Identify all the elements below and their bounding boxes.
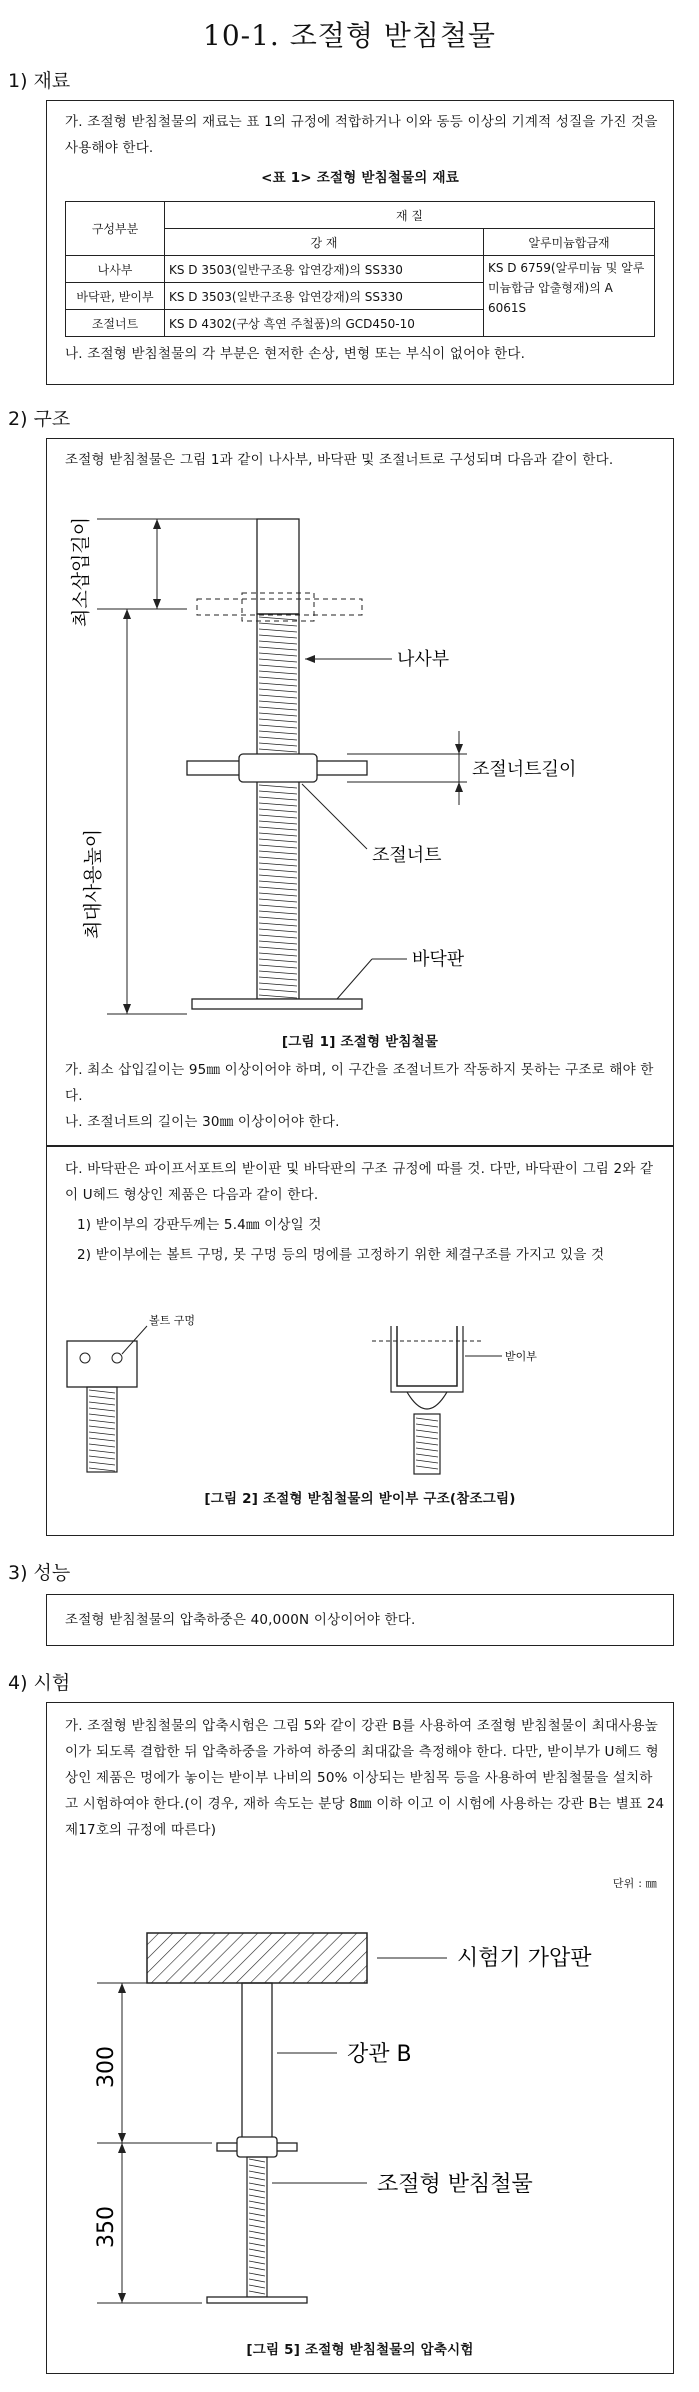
figure-2-caption: [그림 2] 조절형 받침철물의 받이부 구조(참조그림) [204,1491,516,1507]
table-caption: <표 1> 조절형 받침철물의 재료 [261,170,459,186]
structure-sub-1: 1) 받이부의 강판두께는 5.4㎜ 이상일 것 [77,1217,322,1233]
section-heading-structure: 2) 구조 [8,408,71,430]
section-heading-materials: 1) 재료 [8,70,71,92]
table-cell-part: 조절너트 [66,310,165,337]
label-min-insert: 최소삽입길이 [70,516,92,627]
structure-item-ga: 가. 최소 삽입길이는 95㎜ 이상이어야 하며, 이 구간을 조절너트가 작동하지 못하는 구조로 해야 한다. [65,1062,654,1104]
label-thread: 나사부 [397,649,450,670]
table-row [66,256,655,283]
label-base: 바닥판 [412,949,465,970]
figure-5-diagram [47,1903,673,2323]
structure-intro: 조절형 받침철물은 그림 1과 같이 나사부, 바닥판 및 조절너트로 구성되며 다음과 같이 한다. [65,452,614,468]
label-receiver: 받이부 [505,1350,537,1363]
materials-item-na: 나. 조절형 받침철물의 각 부분은 현저한 손상, 변형 또는 부식이 없어야 한다. [65,346,526,362]
table-cell-part: 바닥판, 받이부 [66,283,165,310]
table-cell-steel: KS D 3503(일반구조용 압연강재)의 SS330 [165,283,484,310]
section-heading-test: 4) 시험 [8,1672,71,1694]
performance-text: 조절형 받침철물의 압축하중은 40,000N 이상이어야 한다. [65,1612,416,1628]
performance-box [46,1594,674,1646]
test-text: 가. 조절형 받침철물의 압축시험은 그림 5와 같이 강관 B를 사용하여 조절형 받침철물이 최대사용높이가 되도록 결합한 뒤 압축하중을 가하여 하중의 최대값을 측정해야 한다. 다만, 받이부가 U헤드 형상인 제품은 멍에가 놓이는 받이부 나비의 50% 이상되는 받침목 등을 사용하여 받침철물을 설치하고 시험하여야 한다.(이 경우, 재하 속도는 분당 8㎜ 이하 이고 이 시험에 사용하는 강관 B는 별표 24 제17호의 규정에 따른다) [65,1718,665,1838]
label-support: 조절형 받침철물 [377,2172,533,2197]
thread-hatching [259,617,297,998]
label-nut-length: 조절너트길이 [472,759,577,780]
label-pipe-b: 강관 B [347,2042,412,2067]
materials-box [46,100,674,385]
table-header-part: 구성부분 [66,202,165,256]
label-nut: 조절너트 [372,845,442,866]
table-header-material: 재 질 [165,202,655,229]
receiver-thread-hatching [89,1390,115,1471]
structure-box-2 [46,1146,674,1536]
uhead-thread-hatching [416,1418,438,1469]
label-bolt-hole: 볼트 구멍 [149,1314,196,1327]
table-cell-alu: KS D 6759(알루미늄 및 알루미늄합금 압출형재)의 A 6061S [484,256,655,337]
page-title: 10-1. 조절형 받침철물 [203,19,496,52]
section-heading-performance: 3) 성능 [8,1562,71,1584]
table-header-alu: 알루미늄합금재 [484,229,655,256]
dim-350: 350 [94,2206,119,2248]
table-cell-steel: KS D 4302(구상 흑연 주철품)의 GCD450-10 [165,310,484,337]
table-cell-steel: KS D 3503(일반구조용 압연강재)의 SS330 [165,256,484,283]
structure-item-na: 나. 조절너트의 길이는 30㎜ 이상이어야 한다. [65,1114,340,1130]
dim-300: 300 [94,2046,119,2088]
structure-item-da: 다. 바닥판은 파이프서포트의 받이판 및 바닥판의 구조 규정에 따를 것. 다만, 바닥판이 그림 2와 같이 U헤드 형상인 제품은 다음과 같이 한다. [65,1161,654,1203]
label-press-plate: 시험기 가압판 [457,1946,592,1971]
table-cell-part: 나사부 [66,256,165,283]
test-thread-hatching [249,2159,265,2294]
figure-1-diagram [47,499,673,1039]
materials-item-ga: 가. 조절형 받침철물의 재료는 표 1의 규정에 적합하거나 이와 동등 이상의 기계적 성질을 가진 것을 사용해야 한다. [65,114,658,156]
table-header-steel: 강 재 [165,229,484,256]
structure-box [46,438,674,1146]
structure-sub-2: 2) 받이부에는 볼트 구멍, 못 구멍 등의 멍에를 고정하기 위한 체결구조를 가지고 있을 것 [77,1247,605,1263]
test-unit: 단위 : ㎜ [612,1877,657,1890]
label-max-height: 최대사용높이 [82,828,104,939]
figure-1-caption: [그림 1] 조절형 받침철물 [281,1034,439,1050]
figure-5-caption: [그림 5] 조절형 받침철물의 압축시험 [246,2342,474,2358]
figure-2-diagram [47,1296,673,1496]
test-box [46,1702,674,2374]
materials-table [65,201,655,337]
